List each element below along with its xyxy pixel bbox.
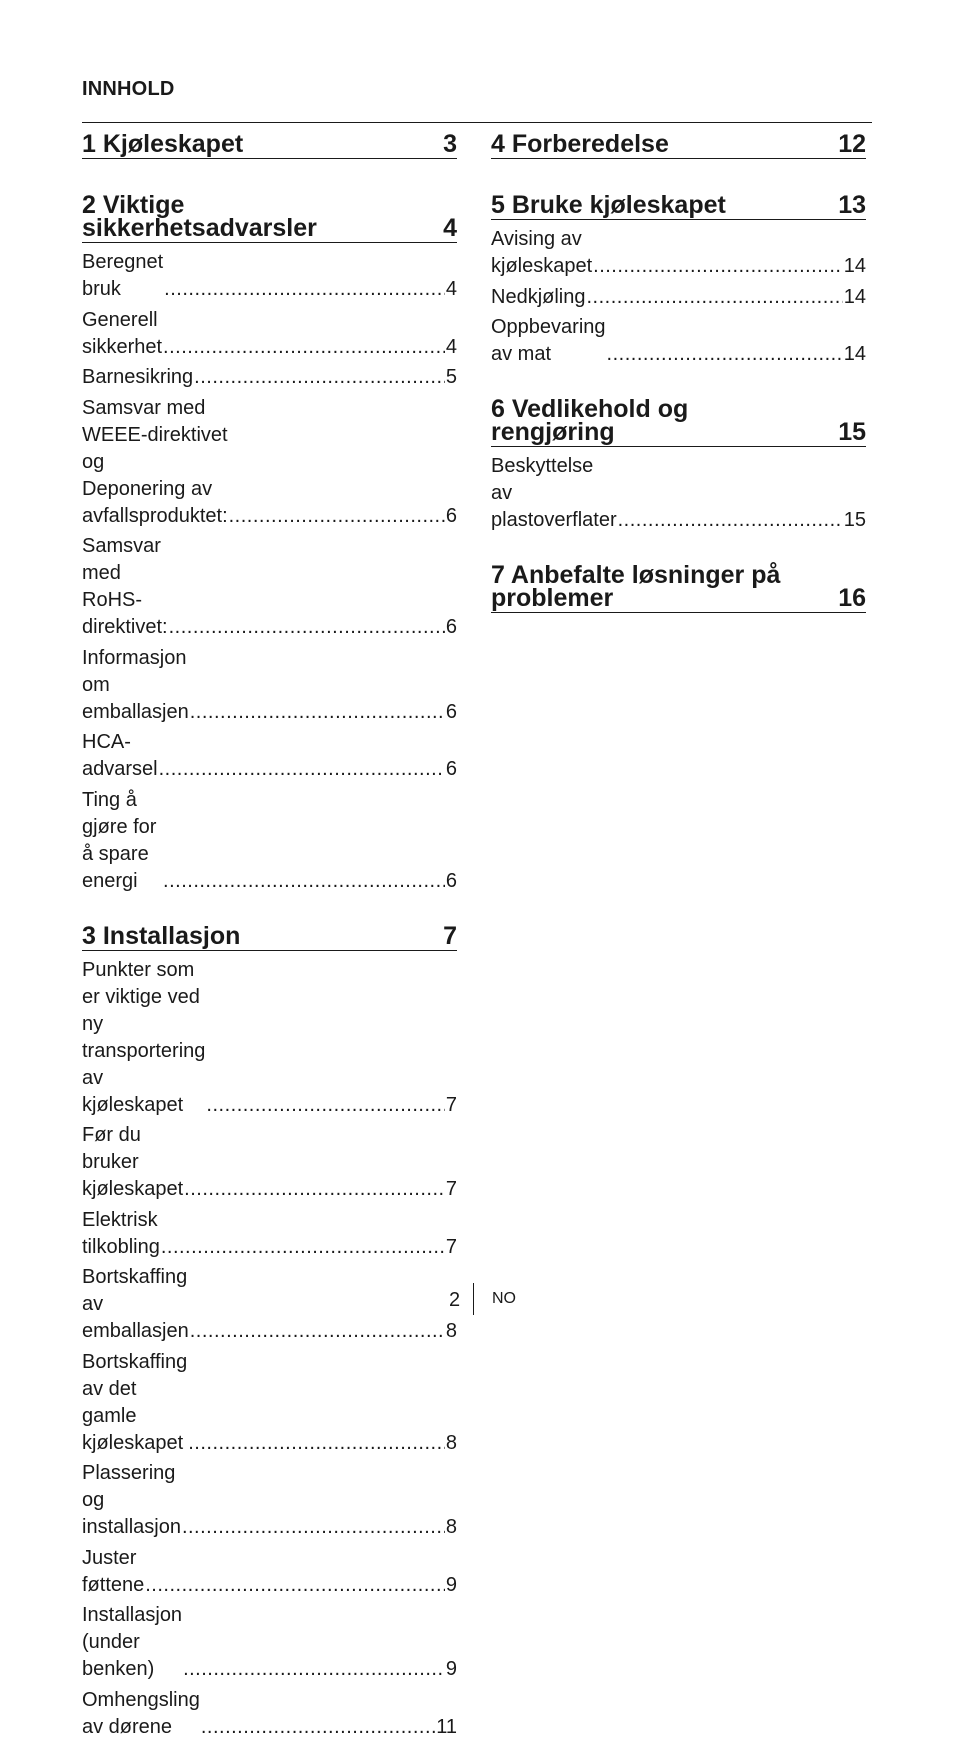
- section-title: 2 Viktige sikkerhetsadvarsler: [82, 191, 317, 242]
- section-title: 3 Installasjon: [82, 921, 241, 950]
- entry-page: 11: [436, 1715, 457, 1738]
- entry-page: 4: [445, 335, 457, 358]
- dot-leader: [593, 253, 843, 280]
- toc-right-column: [491, 123, 866, 613]
- toc-heading: INNHOLD: [82, 78, 175, 100]
- section-header[interactable]: [82, 191, 457, 243]
- toc-entry[interactable]: [491, 453, 866, 534]
- toc-entry[interactable]: [82, 1264, 457, 1345]
- toc-entry[interactable]: [491, 226, 866, 280]
- dot-leader: [618, 507, 843, 534]
- entry-page: 15: [843, 509, 866, 531]
- toc-section-1: [82, 130, 457, 159]
- entry-text: Installasjon (under benken): [82, 1604, 183, 1680]
- footer-page-number: 2: [449, 1289, 461, 1311]
- entry-page: 9: [445, 1658, 457, 1680]
- section-page: 4: [443, 214, 457, 242]
- entry-text: Beregnet bruk: [82, 251, 164, 300]
- toc-section-7: [491, 561, 866, 613]
- footer-divider: [473, 1283, 474, 1315]
- entry-text: Samsvar med RoHS-direktivet:: [82, 535, 168, 638]
- section-title: 1 Kjøleskapet: [82, 130, 244, 158]
- toc-entry[interactable]: [82, 1460, 457, 1541]
- dot-leader: [161, 1234, 445, 1261]
- toc-entry[interactable]: [82, 957, 457, 1119]
- entry-page: 6: [445, 758, 457, 780]
- entry-text: Beskyttelse av plastoverflater: [491, 455, 617, 531]
- entry-page: 5: [445, 366, 457, 388]
- dot-leader: [163, 868, 445, 895]
- section-page: 15: [838, 418, 866, 446]
- entry-text: Bortskaffing av det gamle kjøleskapet: [82, 1350, 188, 1454]
- entry-page: 4: [445, 278, 457, 300]
- dot-leader: [586, 284, 842, 311]
- section-entries: [82, 957, 457, 1741]
- entry-page: 7: [445, 1093, 457, 1116]
- dot-leader: [190, 1318, 445, 1345]
- entry-text: Generell sikkerhet: [82, 308, 163, 358]
- toc-entry[interactable]: [82, 1349, 457, 1457]
- section-page: 12: [838, 130, 866, 158]
- footer-language-code: NO: [492, 1290, 516, 1307]
- dot-leader: [169, 614, 445, 641]
- dot-leader: [159, 756, 445, 783]
- toc-entry[interactable]: [82, 533, 457, 641]
- entry-page: 9: [445, 1573, 457, 1596]
- entry-text: Elektrisk tilkobling: [82, 1208, 160, 1258]
- entry-text: Oppbevaring av mat: [491, 316, 606, 365]
- section-header[interactable]: [491, 561, 866, 613]
- dot-leader: [183, 1656, 445, 1683]
- dot-leader: [190, 699, 445, 726]
- section-page: 7: [443, 921, 457, 950]
- entry-page: 7: [445, 1235, 457, 1258]
- entry-page: 8: [445, 1516, 457, 1538]
- section-title: 5 Bruke kjøleskapet: [491, 191, 726, 219]
- entry-page: 7: [445, 1178, 457, 1200]
- entry-text: Før du bruker kjøleskapet: [82, 1124, 184, 1200]
- toc-entry[interactable]: [82, 1602, 457, 1683]
- toc-entry[interactable]: [491, 314, 866, 368]
- section-page: 13: [838, 191, 866, 219]
- entry-text: Punkter som er viktige ved ny transportering av kjøleskapet: [82, 958, 206, 1116]
- section-header[interactable]: [491, 130, 866, 159]
- section-entries: [491, 226, 866, 368]
- toc-entry[interactable]: [82, 729, 457, 783]
- dot-leader: [184, 1176, 445, 1203]
- entry-text: Bortskaffing av emballasjen: [82, 1266, 189, 1342]
- entry-text: Plassering og installasjon: [82, 1462, 181, 1538]
- toc-entry[interactable]: [82, 249, 457, 303]
- toc-entry[interactable]: [82, 1207, 457, 1261]
- dot-leader: [194, 364, 445, 391]
- entry-text: Juster føttene: [82, 1546, 145, 1596]
- dot-leader: [182, 1514, 445, 1541]
- entry-text: Samsvar med WEEE-direktivet og Deponering av avfallsproduktet:: [82, 396, 228, 527]
- entry-page: 14: [843, 343, 866, 365]
- entry-page: 6: [445, 700, 457, 723]
- toc-section-4: [491, 130, 866, 159]
- section-header[interactable]: [491, 395, 866, 447]
- section-title: 7 Anbefalte løsninger på problemer: [491, 561, 781, 612]
- entry-text: Ting å gjøre for å spare energi: [82, 788, 157, 892]
- toc-entry[interactable]: [491, 284, 866, 311]
- dot-leader: [607, 341, 843, 368]
- entry-text: Omhengsling av dørene: [82, 1688, 200, 1738]
- section-entries: [82, 249, 457, 895]
- entry-page: 8: [445, 1431, 457, 1454]
- toc-section-2: [82, 191, 457, 895]
- section-header[interactable]: [82, 130, 457, 159]
- entry-page: 8: [445, 1320, 457, 1342]
- toc-section-6: [491, 395, 866, 534]
- entry-text: HCA-advarsel: [82, 731, 158, 780]
- toc-entry[interactable]: [82, 1545, 457, 1599]
- dot-leader: [145, 1572, 445, 1599]
- entry-text: Barnesikring: [82, 366, 194, 388]
- entry-page: 14: [843, 285, 866, 308]
- section-page: 16: [838, 584, 866, 612]
- dot-leader: [206, 1092, 444, 1119]
- toc-entry[interactable]: [82, 1122, 457, 1203]
- entry-page: 6: [445, 504, 457, 527]
- entry-text: Informasjon om emballasjen: [82, 646, 189, 723]
- entry-page: 6: [445, 616, 457, 638]
- section-entries: [491, 453, 866, 534]
- section-title: 4 Forberedelse: [491, 130, 669, 158]
- section-title: 6 Vedlikehold og rengjøring: [491, 395, 689, 446]
- toc-section-3: [82, 921, 457, 1741]
- dot-leader: [188, 1430, 445, 1457]
- section-page: 3: [443, 130, 457, 158]
- dot-leader: [164, 276, 445, 303]
- toc-entry[interactable]: [82, 1687, 457, 1741]
- dot-leader: [201, 1714, 435, 1741]
- section-header[interactable]: [82, 921, 457, 951]
- toc-entry[interactable]: [82, 307, 457, 361]
- entry-text: Avising av kjøleskapet: [491, 228, 593, 277]
- entry-text: Nedkjøling: [491, 285, 586, 308]
- entry-page: 14: [843, 255, 866, 277]
- toc-entry[interactable]: [82, 645, 457, 726]
- toc-entry[interactable]: [82, 364, 457, 391]
- entry-page: 6: [445, 869, 457, 892]
- toc-section-5: [491, 191, 866, 368]
- toc-entry[interactable]: [82, 395, 457, 530]
- section-header[interactable]: [491, 191, 866, 220]
- toc-left-column: [82, 123, 457, 1744]
- toc-entry[interactable]: [82, 787, 457, 895]
- dot-leader: [163, 334, 445, 361]
- dot-leader: [229, 503, 445, 530]
